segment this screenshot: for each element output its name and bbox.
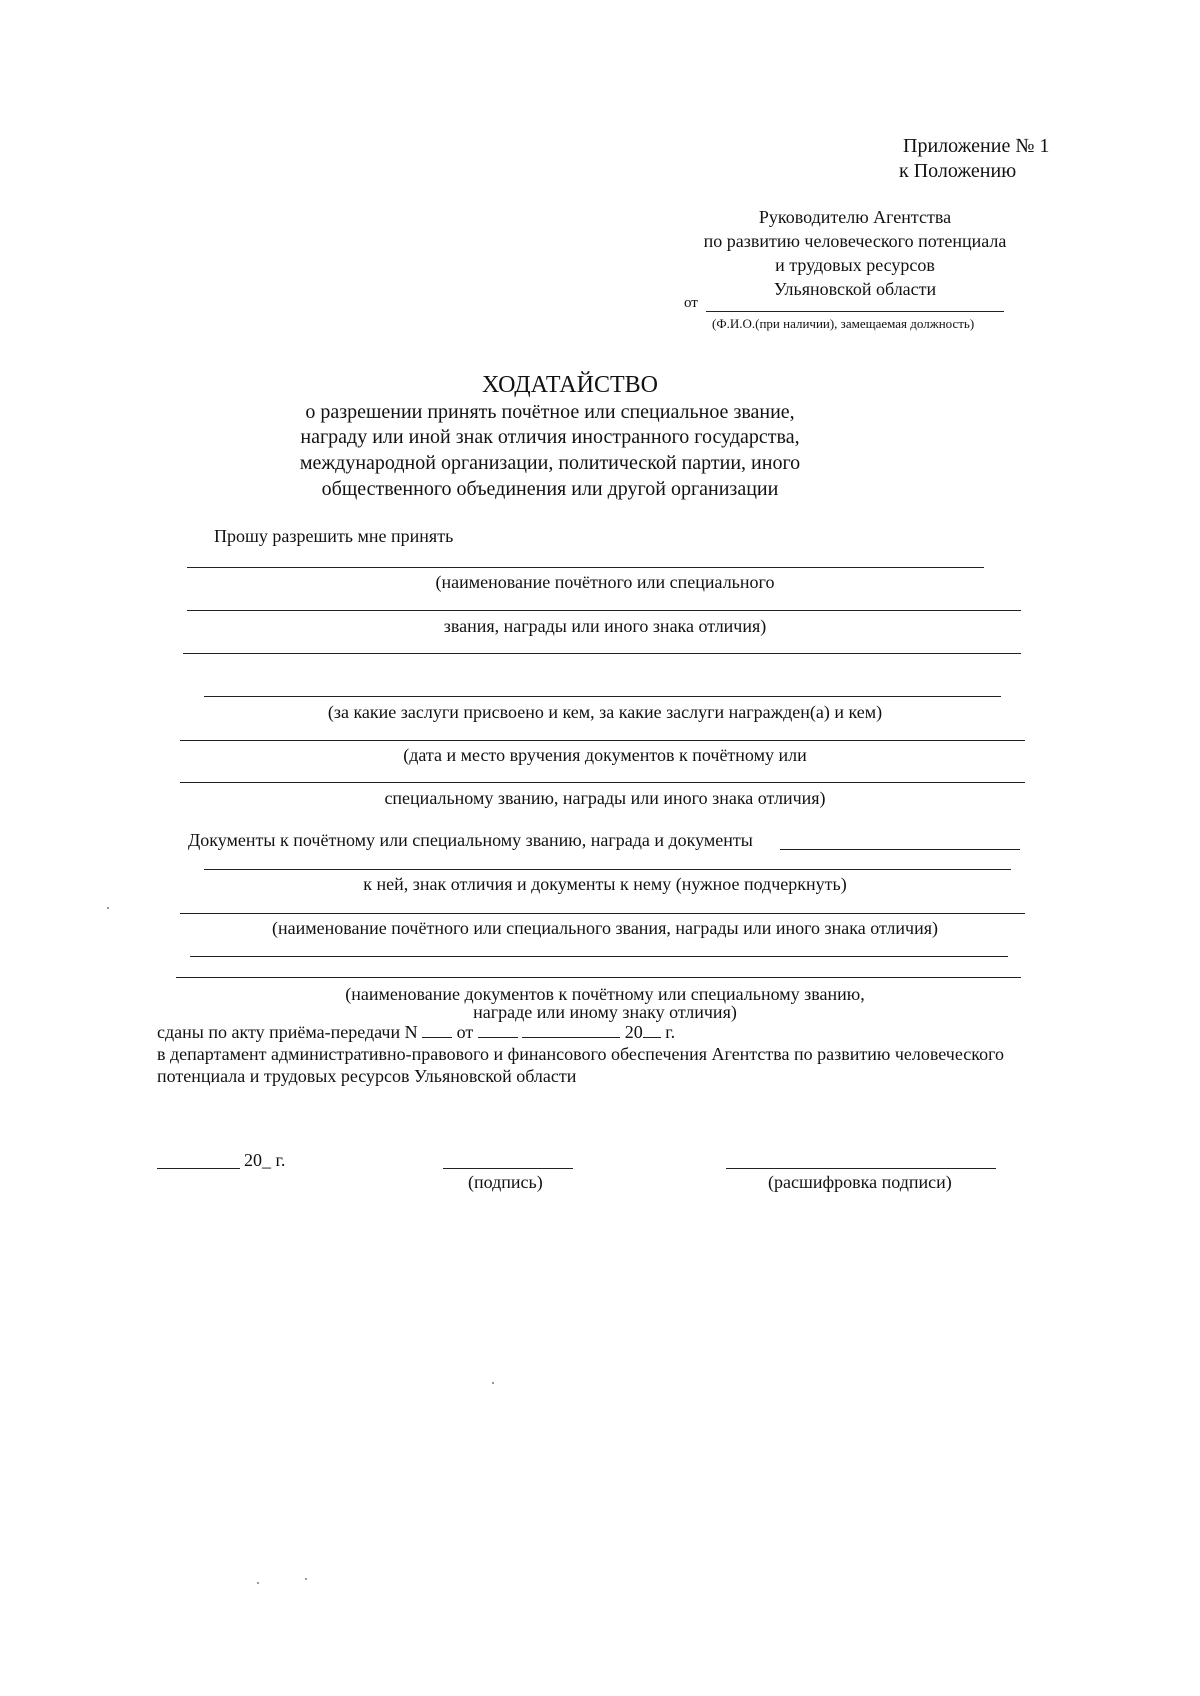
act-month-field[interactable]: [522, 1021, 620, 1038]
act-year-prefix: 20: [624, 1022, 643, 1042]
caption-award-name-2: звания, награды или иного знака отличия): [443, 616, 767, 636]
department-line-1: в департамент административно-правового и финансового обеспечения Агентства по развитию человеческого: [157, 1044, 1005, 1064]
signature-caption: (подпись): [468, 1172, 543, 1192]
caption-documents-underline: к ней, знак отличия и документы к нему (нужное подчеркнуть): [363, 874, 847, 894]
act-line: [157, 1021, 675, 1043]
merits-line[interactable]: [204, 696, 1001, 697]
scan-speck: [107, 907, 109, 909]
addressee-line-1: Руководителю Агентства: [758, 207, 952, 227]
appendix-number: Приложение № 1: [903, 135, 1050, 157]
act-year-field[interactable]: [643, 1021, 661, 1038]
caption-handover-date-2: специальному званию, награды или иного знака отличия): [384, 788, 826, 808]
scan-speck: [257, 1582, 259, 1584]
caption-documents-1: (наименование документов к почётному или специальному званию,: [345, 984, 865, 1004]
handover-date-line-2[interactable]: [180, 782, 1025, 783]
from-caption: (Ф.И.О.(при наличии), замещаемая должность): [712, 316, 975, 331]
caption-award-name-1: (наименование почётного или специального: [435, 572, 775, 592]
documents-inline-line[interactable]: [780, 849, 1020, 850]
act-prefix: сданы по акту приёма-передачи N: [157, 1022, 418, 1042]
award-name-line-4[interactable]: [180, 913, 1025, 914]
documents-line-2[interactable]: [190, 956, 1008, 957]
documents-text: Документы к почётному или специальному званию, награда и документы: [188, 830, 753, 850]
documents-line-3[interactable]: [176, 977, 1021, 978]
caption-award-name-3: (наименование почётного или специального звания, награды или иного знака отличия): [272, 918, 938, 938]
award-name-line-1[interactable]: [187, 567, 984, 568]
addressee-line-2: по развитию человеческого потенциала: [703, 231, 1007, 251]
scan-speck: [305, 1578, 307, 1580]
award-name-line-2[interactable]: [187, 610, 1021, 611]
signature-date-year: 20_ г.: [244, 1150, 286, 1170]
appendix-reference: к Положению: [899, 160, 1017, 182]
signature-line[interactable]: [443, 1168, 573, 1169]
document-title: ХОДАТАЙСТВО: [482, 372, 658, 398]
from-label: от: [684, 295, 698, 311]
department-line-2: потенциала и трудовых ресурсов Ульяновской области: [157, 1066, 577, 1086]
caption-documents-2: награде или иному знаку отличия): [473, 1002, 737, 1022]
addressee-line-4: Ульяновской области: [773, 279, 937, 299]
addressee-line-3: и трудовых ресурсов: [775, 255, 935, 275]
act-from-label: от: [456, 1022, 474, 1042]
documents-line-1[interactable]: [204, 869, 1011, 870]
title-subtitle-2: награду или иной знак отличия иностранного государства,: [300, 426, 800, 448]
title-subtitle-1: о разрешении принять почётное или специальное звание,: [305, 401, 795, 423]
act-year-suffix: г.: [665, 1022, 676, 1042]
request-text: Прошу разрешить мне принять: [214, 526, 454, 546]
scan-speck: [492, 1382, 494, 1384]
title-subtitle-4: общественного объединения или другой организации: [321, 478, 779, 500]
from-name-line[interactable]: [706, 311, 1004, 312]
signature-decoding-caption: (расшифровка подписи): [768, 1172, 952, 1192]
act-number-field[interactable]: [422, 1021, 452, 1038]
handover-date-line-1[interactable]: [180, 740, 1025, 741]
caption-merits: (за какие заслуги присвоено и кем, за какие заслуги награжден(а) и кем): [327, 702, 883, 722]
act-day-field[interactable]: [478, 1021, 518, 1038]
caption-handover-date-1: (дата и место вручения документов к почётному или: [403, 745, 807, 765]
signature-date-line[interactable]: [157, 1168, 240, 1169]
signature-decoding-line[interactable]: [726, 1168, 996, 1169]
title-subtitle-3: международной организации, политической партии, иного: [299, 452, 801, 474]
award-name-line-3[interactable]: [183, 653, 1021, 654]
